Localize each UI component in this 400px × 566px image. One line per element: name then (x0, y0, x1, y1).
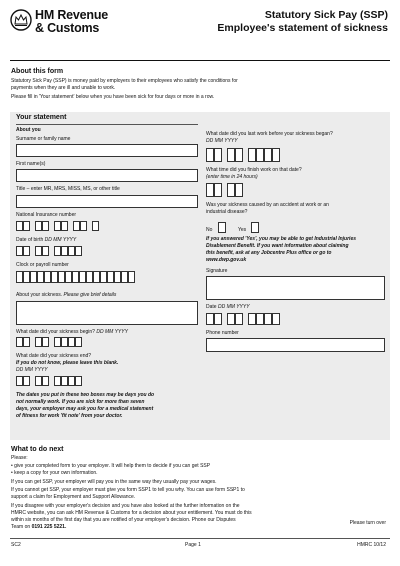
first-names-label: First name(s) (16, 161, 46, 167)
input-cell[interactable] (92, 221, 99, 231)
phone-field[interactable] (206, 338, 385, 352)
next-para-3d-text: Team on (11, 524, 31, 530)
about-text-1: Statutory Sick Pay (SSP) is money paid by employers to their employees who satisfy the conditions for (11, 78, 238, 84)
input-cell[interactable] (264, 148, 272, 162)
input-cell[interactable] (16, 376, 23, 386)
next-bullet-1: • give your completed form to your employer. It will help them to decide if you can get SSP (11, 463, 211, 469)
statement-heading-rule (16, 124, 198, 125)
finish-time-label: What time did you finish work on that date? (206, 167, 302, 173)
input-cell[interactable] (23, 271, 30, 283)
began-date-field[interactable] (16, 337, 106, 347)
no-checkbox[interactable] (218, 222, 226, 233)
injuries-note-2: Disablement Benefit. If you want information about claiming (206, 243, 349, 249)
footer-divider (10, 538, 390, 539)
ended-date-field[interactable] (16, 376, 106, 386)
date-label-text: Date (206, 304, 217, 310)
input-cell[interactable] (114, 271, 121, 283)
next-bullet-2: • keep a copy for your own information. (11, 470, 98, 476)
input-cell[interactable] (35, 337, 42, 347)
title-field[interactable] (16, 195, 198, 208)
date-label (206, 304, 250, 310)
input-cell[interactable] (61, 221, 68, 231)
surname-label: Surname or family name (16, 136, 71, 142)
input-cell[interactable] (44, 271, 51, 283)
statement-heading: Your statement (16, 114, 67, 121)
input-cell[interactable] (107, 271, 114, 283)
dates-note-1: The dates you put in these two boxes may be days you do (16, 392, 155, 398)
dates-note-4: of fitness for work 'fit note' from your doctor. (16, 413, 123, 419)
signature-field[interactable] (206, 276, 385, 300)
input-cell[interactable] (68, 246, 75, 256)
input-cell[interactable] (272, 313, 280, 325)
input-cell[interactable] (42, 246, 49, 256)
input-cell[interactable] (61, 376, 68, 386)
input-cell[interactable] (206, 313, 214, 325)
input-cell[interactable] (206, 183, 214, 197)
clock-number-label: Clock or payroll number (16, 262, 69, 268)
phone-label: Phone number (206, 330, 239, 336)
input-cell[interactable] (23, 376, 30, 386)
input-cell[interactable] (61, 246, 68, 256)
accident-label-1: Was your sickness caused by an accident at work or an (206, 202, 329, 208)
ni-number-field[interactable] (16, 221, 131, 231)
surname-field[interactable] (16, 144, 198, 157)
input-cell[interactable] (42, 337, 49, 347)
input-cell[interactable] (86, 271, 93, 283)
input-cell[interactable] (37, 271, 44, 283)
input-cell[interactable] (54, 376, 61, 386)
disputes-phone-number: 0191 225 5221. (31, 524, 67, 530)
input-cell[interactable] (235, 183, 243, 197)
ended-label: What date did your sickness end? (16, 353, 92, 359)
about-heading: About this form (11, 68, 64, 75)
input-cell[interactable] (68, 337, 75, 347)
input-cell[interactable] (23, 221, 30, 231)
input-cell[interactable] (256, 148, 264, 162)
input-cell[interactable] (75, 376, 82, 386)
input-cell[interactable] (16, 246, 23, 256)
input-cell[interactable] (61, 337, 68, 347)
input-cell[interactable] (256, 313, 264, 325)
signature-label: Signature (206, 268, 228, 274)
began-label-text: What date did your sickness begin? (16, 329, 95, 335)
next-para-3c: within six months of the first day that you are notified of your employer's decision. Phone our Disputes (11, 517, 236, 523)
input-cell[interactable] (30, 271, 37, 283)
input-cell[interactable] (54, 337, 61, 347)
dob-format-hint: DD MM YYYY (44, 237, 77, 243)
next-bullet-2-text: keep a copy for your own information. (14, 470, 98, 476)
input-cell[interactable] (248, 148, 256, 162)
form-title: Statutory Sick Pay (SSP) (264, 9, 388, 21)
finish-time-hint: (enter time in 24 hours) (206, 174, 258, 180)
sickness-hint: Please give brief details (63, 292, 117, 298)
input-cell[interactable] (68, 376, 75, 386)
about-you-label: About you (16, 127, 41, 133)
input-cell[interactable] (42, 221, 49, 231)
input-cell[interactable] (54, 221, 61, 231)
title-label: Title – enter MR, MRS, MISS, MS, or other title (16, 186, 120, 192)
input-cell[interactable] (35, 376, 42, 386)
logo-text-line1: HM Revenue (35, 8, 109, 22)
input-cell[interactable] (23, 337, 30, 347)
input-cell[interactable] (214, 313, 222, 325)
first-names-field[interactable] (16, 169, 198, 182)
next-para-1: If you can get SSP, your employer will pay you in the same way they usually pay your wages. (11, 479, 217, 485)
input-cell[interactable] (51, 271, 58, 283)
began-label (16, 329, 128, 335)
input-cell[interactable] (227, 148, 235, 162)
input-cell[interactable] (264, 313, 272, 325)
yes-checkbox[interactable] (251, 222, 259, 233)
no-label: No (206, 227, 213, 233)
header-divider (10, 60, 390, 61)
input-cell[interactable] (93, 271, 100, 283)
input-cell[interactable] (206, 148, 214, 162)
began-format-hint: DD MM YYYY (96, 329, 128, 335)
input-cell[interactable] (80, 221, 87, 231)
input-cell[interactable] (227, 183, 235, 197)
injuries-note-1: If you answered 'Yes', you may be able to get Industrial Injuries (206, 236, 357, 242)
finish-time-field[interactable] (206, 183, 266, 197)
input-cell[interactable] (214, 148, 222, 162)
date-format-hint: DD MM YYYY (217, 304, 250, 310)
input-cell[interactable] (121, 271, 128, 283)
dob-field[interactable] (16, 246, 106, 256)
sickness-details-field[interactable] (16, 301, 198, 325)
ended-hint: If you do not know, please leave this blank. (16, 360, 119, 366)
last-work-label: What date did you last work before your sickness began? (206, 131, 333, 137)
dob-label-text: Date of birth (16, 237, 44, 243)
ended-format-hint: DD MM YYYY (16, 367, 48, 373)
input-cell[interactable] (214, 183, 222, 197)
next-bullet-1-text: give your completed form to your employer. It will help them to decide if you can get SSP (14, 463, 211, 469)
next-para-3d (11, 524, 66, 531)
input-cell[interactable] (227, 313, 235, 325)
dates-note-2: not normally work. If you are sick for more than seven (16, 399, 145, 405)
input-cell[interactable] (79, 271, 86, 283)
signature-date-field[interactable] (206, 313, 301, 325)
sickness-label (16, 292, 116, 298)
input-cell[interactable] (75, 337, 82, 347)
next-heading: What to do next (11, 446, 64, 453)
injuries-note-3: this benefit, ask at any Jobcentre Plus office or go to (206, 250, 332, 256)
next-para-3b: HMRC website, you can ask HM Revenue & Customs for a decision about your entitlement. You must do this (11, 510, 252, 516)
ni-number-label: National Insurance number (16, 212, 77, 218)
next-para-3a: If you disagree with your employer's decision and you have also looked at the further information on the (11, 503, 240, 509)
dob-label (16, 237, 76, 243)
input-cell[interactable] (248, 313, 256, 325)
sickness-label-text: About your sickness. (16, 292, 63, 298)
input-cell[interactable] (35, 246, 42, 256)
yes-label: Yes (238, 227, 247, 233)
input-cell[interactable] (128, 271, 135, 283)
input-cell[interactable] (16, 221, 23, 231)
logo-text-line2: & Customs (35, 21, 100, 35)
input-cell[interactable] (16, 337, 23, 347)
input-cell[interactable] (54, 246, 61, 256)
input-cell[interactable] (75, 246, 82, 256)
form-code: SC2 (11, 542, 21, 548)
input-cell[interactable] (16, 271, 23, 283)
about-text-3: Please fill in 'Your statement' below when you have been sick for four days or more in a row. (11, 94, 215, 100)
input-cell[interactable] (72, 271, 79, 283)
input-cell[interactable] (42, 376, 49, 386)
input-cell[interactable] (23, 246, 30, 256)
last-work-format-hint: DD MM YYYY (206, 138, 238, 144)
input-cell[interactable] (100, 271, 107, 283)
input-cell[interactable] (235, 148, 243, 162)
input-cell[interactable] (58, 271, 65, 283)
dates-note-3: days, your employer may ask you for a medical statement (16, 406, 154, 412)
crown-crest-icon (10, 9, 32, 31)
input-cell[interactable] (73, 221, 80, 231)
next-para-2a: If you cannot get SSP, your employer must give you form SSP1 to tell you why. You can use form SSP1 to (11, 487, 245, 493)
input-cell[interactable] (65, 271, 72, 283)
input-cell[interactable] (272, 148, 280, 162)
page-number: Page 1 (185, 542, 201, 548)
clock-number-field[interactable] (16, 271, 156, 283)
about-text-2: payments when they are ill and unable to work. (11, 85, 116, 91)
accident-label-2: industrial disease? (206, 209, 248, 215)
form-reference: HMRC 10/12 (357, 542, 386, 548)
last-work-date-field[interactable] (206, 148, 301, 162)
next-para-2b: support a claim for Employment and Support Allowance. (11, 494, 136, 500)
input-cell[interactable] (235, 313, 243, 325)
input-cell[interactable] (35, 221, 42, 231)
please-label: Please: (11, 455, 28, 461)
dwp-link[interactable]: www.dwp.gov.uk (206, 257, 247, 263)
form-subtitle: Employee's statement of sickness (217, 22, 388, 34)
turn-over-note: Please turn over (349, 520, 386, 526)
